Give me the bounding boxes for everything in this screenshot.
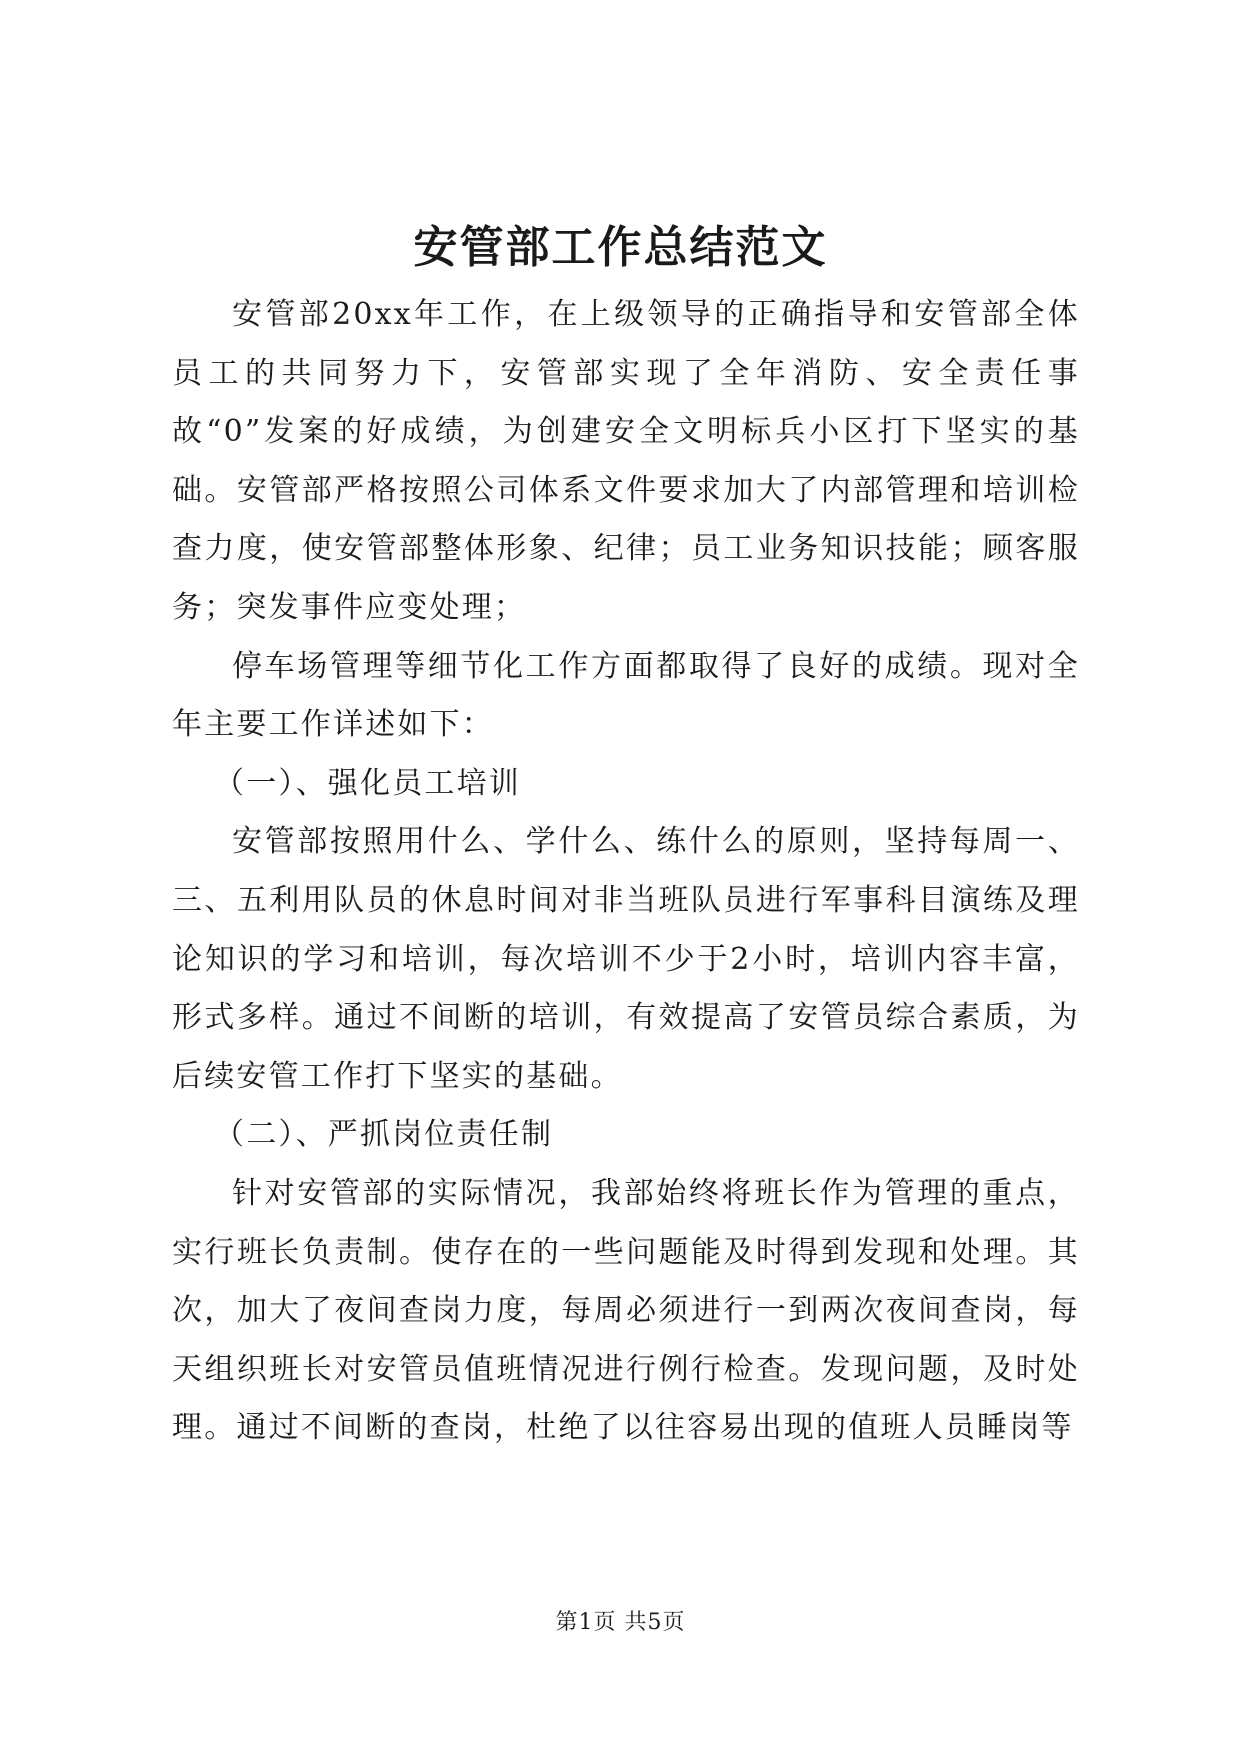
paragraph-overview: 停车场管理等细节化工作方面都取得了良好的成绩。现对全年主要工作详述如下： — [172, 648, 1080, 743]
section-heading-responsibility: （二）、严抓岗位责任制 — [214, 1117, 554, 1153]
page-footer: 第1页 共5页 — [555, 1610, 686, 1635]
document-body — [172, 286, 1080, 1458]
paragraph-responsibility: 针对安管部的实际情况，我部始终将班长作为管理的重点，实行班长负责制。使存在的一些问题能及时得到发现和处理。其次，加大了夜间查岗力度，每周必须进行一到两次夜间查岗，每天组织班长对安管员值班情况进行例行检查。发现问题，及时处理。通过不间断的查岗，杜绝了以往容易出现的值班人员睡岗等 — [172, 1175, 1080, 1446]
paragraph-intro: 安管部20xx年工作，在上级领导的正确指导和安管部全体员工的共同努力下，安管部实现了全年消防、安全责任事故“0”发案的好成绩，为创建安全文明标兵小区打下坚实的基础。安管部严格按照公司体系文件要求加大了内部管理和培训检查力度，使安管部整体形象、纪律；员工业务知识技能；顾客服务；突发事件应变处理； — [172, 297, 1080, 625]
document-title: 安管部工作总结范文 — [413, 222, 828, 273]
paragraph-training: 安管部按照用什么、学什么、练什么的原则，坚持每周一、三、五利用队员的休息时间对非当班队员进行军事科目演练及理论知识的学习和培训，每次培训不少于2小时，培训内容丰富，形式多样。通过不间断的培训，有效提高了安管员综合素质，为后续安管工作打下坚实的基础。 — [172, 824, 1080, 1094]
section-heading-training: （一）、强化员工培训 — [214, 765, 521, 801]
